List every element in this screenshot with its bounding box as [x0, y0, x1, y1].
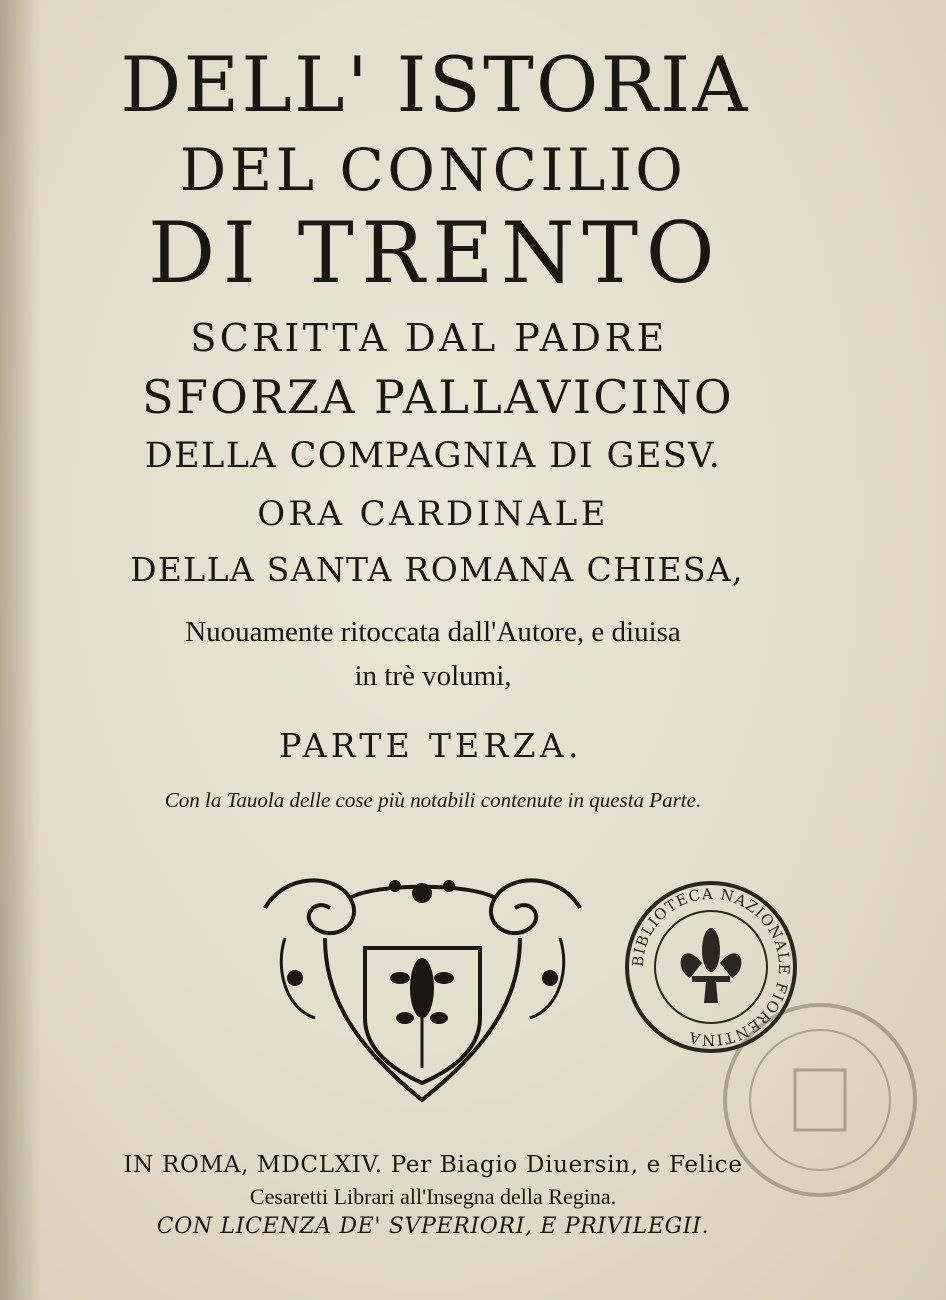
stamp-text: BIBLIOTECA NAZIONALE FIORENTINA: [628, 884, 794, 1050]
printer-ornament-icon: [255, 868, 590, 1108]
edition-note-2: in trè volumi,: [354, 660, 512, 692]
edition-note-1: Nuouamente ritoccata dall'Autore, e diuisa: [185, 616, 681, 648]
title-line-3: DI TRENTO: [147, 204, 723, 302]
title-line-2: DEL CONCILIO: [179, 136, 687, 204]
imprint-line-2: Cesaretti Librari all'Insegna della Regina.: [249, 1184, 617, 1209]
title-line-1: DELL' ISTORIA: [120, 40, 750, 129]
author-name: SFORZA PALLAVICINO: [142, 370, 734, 424]
volume-part: PARTE TERZA.: [279, 726, 583, 765]
imprint-license: CON LICENZA DE' SVPERIORI, E PRIVILEGII.: [156, 1214, 710, 1239]
author-intro: SCRITTA DAL PADRE: [190, 316, 668, 360]
imprint-line-1: IN ROMA, MDCLXIV. Per Biagio Diuersin, e Felice: [123, 1152, 743, 1178]
author-church: DELLA SANTA ROMANA CHIESA,: [130, 550, 744, 589]
author-rank: ORA CARDINALE: [257, 494, 609, 534]
contents-note: Con la Tauola delle cose più notabili contenute in questa Parte.: [164, 788, 702, 812]
author-order: DELLA COMPAGNIA DI GESV.: [144, 436, 722, 476]
